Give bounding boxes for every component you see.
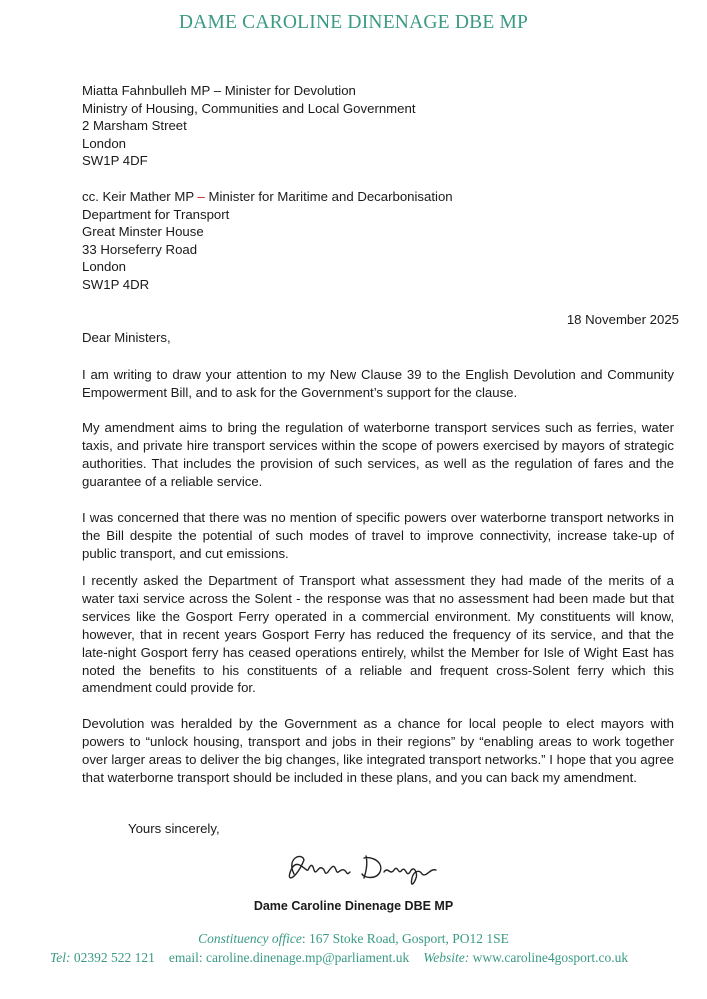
recipient-line: Miatta Fahnbulleh MP – Minister for Devolution (82, 83, 356, 98)
body-paragraph: Devolution was heralded by the Government as a chance for local people to elect mayors with powers to “unlock housing, transport and jobs in their regions” by “enabling areas to work together over larger areas to deliver the big changes, like integrated transport networks.” I hope that you agree that waterborne transport should be included in these plans, and you can back my amendment. (82, 716, 674, 785)
letterhead-name: DAME CAROLINE DINENAGE DBE MP (178, 12, 529, 33)
cc-prefix: cc. Keir Mather MP (82, 189, 198, 204)
cc-dash: – (197, 189, 205, 204)
closing: Yours sincerely, (128, 821, 220, 836)
body-paragraph: I am writing to draw your attention to my New Clause 39 to the English Devolution and Community Empowerment Bill, and to ask for the Government’s support for the clause. (82, 367, 674, 400)
recipient-line: 2 Marsham Street (82, 118, 187, 134)
footer-contacts (50, 950, 628, 966)
office-label: Constituency office (198, 931, 302, 946)
tel-number: 02392 522 121 (70, 950, 155, 965)
email-address[interactable]: caroline.dinenage.mp@parliament.uk (202, 950, 410, 965)
email-label: email: (168, 950, 203, 965)
cc-address-line: Department for Transport (82, 206, 230, 222)
website-url[interactable]: www.caroline4gosport.co.uk (469, 950, 629, 965)
cc-address-line: 33 Horseferry Road (82, 241, 198, 257)
website-label: Website: (423, 950, 470, 965)
footer-office (0, 931, 707, 947)
office-address: : 167 Stoke Road, Gosport, PO12 1SE (301, 931, 509, 946)
salutation: Dear Ministers, (82, 330, 171, 345)
body-paragraph: My amendment aims to bring the regulation of waterborne transport services such as ferries, water taxis, and private hire transport services within the scope of powers exercised by mayors of strategic authorities. That includes the provision of such services, as well as the regulation of fares and the guarantee of a reliable service. (82, 420, 674, 489)
handwritten-signature (280, 848, 445, 890)
recipient-line: SW1P 4DF (82, 153, 148, 169)
cc-address-line: London (82, 259, 127, 275)
letter-date: 18 November 2025 (566, 312, 679, 327)
cc-address-line: Great Minster House (82, 224, 204, 240)
recipient-line: Ministry of Housing, Communities and Local Government (82, 100, 416, 116)
cc-address (82, 188, 453, 294)
tel-label: Tel: (50, 950, 71, 965)
body-paragraph: I recently asked the Department of Transport what assessment they had made of the merits of a water taxi service across the Solent - the response was that no assessment had been made but that services like the Gosport Ferry operated in a commercial environment. My constituents will know, however, that in recent years Gosport Ferry has reduced the frequency of its service, and that the late-night Gosport ferry has ceased operations entirely, whilst the Member for Isle of Wight East has noted the benefits to his constituents of a reliable and frequent cross-Solent ferry which this amendment could provide for. (82, 573, 674, 696)
recipient-line: London (82, 135, 127, 151)
body-paragraph: I was concerned that there was no mention of specific powers over waterborne transport networks in the Bill despite the potential of such modes of travel to improve connectivity, increase take-up of public transport, and cut emissions. (82, 510, 674, 561)
cc-address-line: SW1P 4DR (82, 276, 150, 292)
cc-line (82, 188, 453, 206)
recipient-address (82, 82, 416, 170)
signer-name: Dame Caroline Dinenage DBE MP (253, 899, 454, 913)
cc-suffix: Minister for Maritime and Decarbonisation (204, 189, 453, 204)
